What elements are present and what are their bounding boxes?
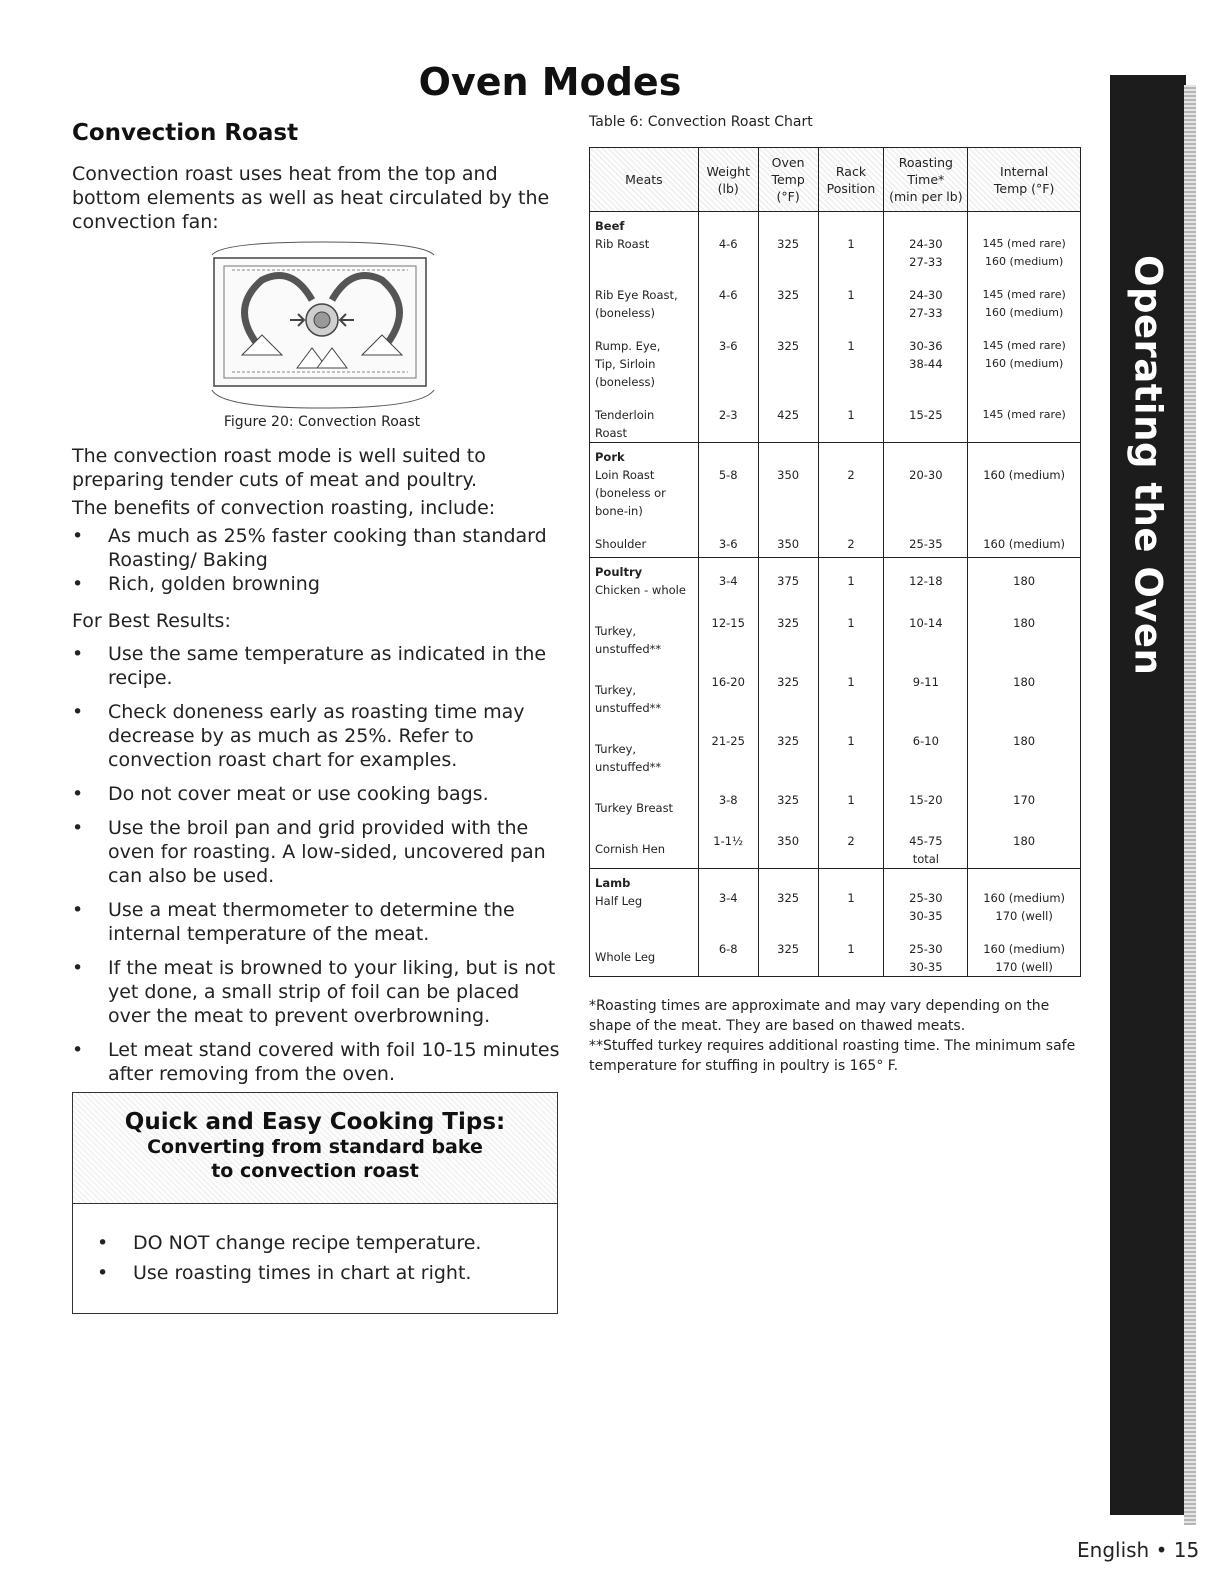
footnote-stuffed-turkey: **Stuffed turkey requires additional roasting time. The minimum safe temperature for stuffing in poultry is 165° F. (589, 1038, 1076, 1074)
list-item: • If the meat is browned to your liking, but is not yet done, a small strip of foil can be placed over the meat to prevent overbrowning. (72, 956, 562, 1028)
table-row: Rib Roast 4-6 325 1 24-30 27-33 145 (med rare) 160 (medium) (590, 235, 1081, 271)
table-row: Turkey, unstuffed** 12-15 325 1 10-14 180 (590, 614, 1081, 658)
tips-list (73, 1204, 557, 1288)
table-row: Turkey, unstuffed** 16-20 325 1 9-11 180 (590, 673, 1081, 717)
header-oven-temp: Oven Temp (°F) (758, 148, 818, 212)
category-pork: Pork (595, 450, 625, 464)
roast-table (589, 147, 1081, 977)
fan-icon (306, 304, 338, 336)
table-row: Pork Loin Roast (boneless or bone-in) 5-8 350 2 20-30 160 (medium) (590, 443, 1081, 521)
list-item: • Check doneness early as roasting time may decrease by as much as 25%. Refer to convection roast chart for examples. (72, 700, 562, 772)
page-title: Oven Modes (418, 60, 682, 104)
header-rack: Rack Position (818, 148, 884, 212)
list-item: • Use the same temperature as indicated in the recipe. (72, 642, 562, 690)
table-row (590, 212, 1081, 236)
table-row: Whole Leg 6-8 325 1 25-30 30-35 160 (medium) 170 (well) (590, 940, 1081, 977)
table-row: Poultry Chicken - whole 3-4 375 1 12-18 180 (590, 558, 1081, 600)
header-meats: Meats (590, 148, 699, 212)
tips-subtitle: Converting from standard bake (147, 1136, 483, 1158)
side-section-tab (1110, 75, 1186, 1515)
table-header-row (590, 148, 1081, 212)
convection-roast-diagram-icon (202, 240, 442, 410)
list-item: • Let meat stand covered with foil 10-15 minutes after removing from the oven. (72, 1038, 562, 1086)
table-row: Cornish Hen 1-1½ 350 2 45-75 total 180 (590, 832, 1081, 869)
header-roasting-time: Roasting Time* (min per lb) (884, 148, 968, 212)
table-row: Rib Eye Roast, (boneless) 4-6 325 1 24-30 27-33 145 (med rare) 160 (medium) (590, 286, 1081, 322)
footnote-roasting-times: *Roasting times are approximate and may vary depending on the shape of the meat. They are based on thawed meats. (589, 998, 1050, 1034)
category-beef: Beef (595, 219, 625, 233)
list-item: • Do not cover meat or use cooking bags. (72, 782, 562, 806)
convection-roast-section (72, 118, 562, 1096)
table-footnotes (589, 996, 1084, 1076)
tips-subtitle: to convection roast (211, 1160, 419, 1182)
figure-caption: Figure 20: Convection Roast (223, 414, 421, 430)
list-item: • Rich, golden browning (72, 572, 562, 596)
page-number: English • 15 (1077, 1538, 1200, 1562)
list-item: • Use the broil pan and grid provided with the oven for roasting. A low-sided, uncovered pan can also be used. (72, 816, 562, 888)
benefits-list (72, 524, 562, 596)
category-lamb: Lamb (595, 876, 631, 890)
convection-roast-diagram (202, 240, 442, 410)
best-results-heading: For Best Results: (72, 610, 231, 632)
table-row: Shoulder 3-6 350 2 25-35 160 (medium) (590, 535, 1081, 558)
table-row: Turkey, unstuffed** 21-25 325 1 6-10 180 (590, 732, 1081, 776)
table-row: Lamb Half Leg 3-4 325 1 25-30 30-35 160 (medium) 170 (well) (590, 869, 1081, 926)
table-row: Turkey Breast 3-8 325 1 15-20 170 (590, 791, 1081, 817)
category-poultry: Poultry (595, 565, 643, 579)
tips-title: Quick and Easy Cooking Tips: (124, 1109, 506, 1135)
section-title: Convection Roast (72, 120, 299, 146)
list-item: • As much as 25% faster cooking than standard Roasting/ Baking (72, 524, 562, 572)
table-row: Tenderloin Roast 2-3 425 1 15-25 145 (med rare) (590, 406, 1081, 443)
header-weight: Weight (lb) (698, 148, 758, 212)
paragraph-suited: The convection roast mode is well suited to preparing tender cuts of meat and poultry. (72, 445, 486, 491)
table-row: Rump. Eye, Tip, Sirloin (boneless) 3-6 325 1 30-36 38-44 145 (med rare) 160 (medium) (590, 337, 1081, 391)
paragraph-benefits: The benefits of convection roasting, include: (72, 497, 496, 519)
best-results-list (72, 642, 562, 1086)
list-item: • Use a meat thermometer to determine the internal temperature of the meat. (72, 898, 562, 946)
cooking-tips-header (73, 1093, 557, 1204)
header-internal-temp: Internal Temp (°F) (968, 148, 1081, 212)
list-item: • DO NOT change recipe temperature. (97, 1228, 557, 1258)
intro-paragraph: Convection roast uses heat from the top and bottom elements as well as heat circulated by the convection fan: (72, 163, 550, 233)
cooking-tips-box (72, 1092, 558, 1314)
list-item: • Use roasting times in chart at right. (97, 1258, 557, 1288)
side-tab-label: Operating the Oven (1126, 254, 1170, 676)
convection-roast-chart (589, 147, 1081, 977)
table-caption: Table 6: Convection Roast Chart (589, 114, 813, 130)
